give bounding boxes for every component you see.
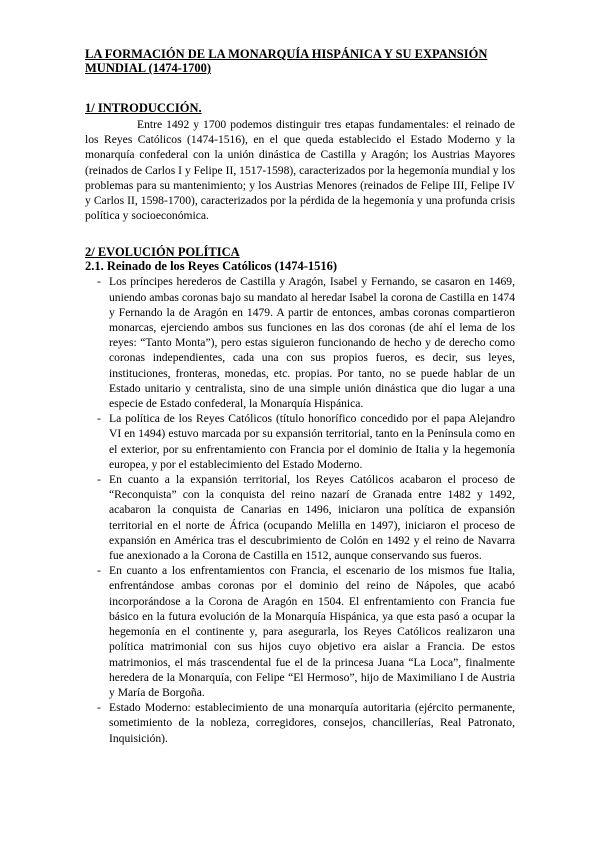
list-item-text: Estado Moderno: establecimiento de una monarquía autoritaria (ejército permanente, sometimiento de la nobleza, corregidores, consejos, chancillerías, Real Patronato, Inquisición). xyxy=(109,701,515,745)
list-item-text: En cuanto a los enfrentamientos con Francia, el escenario de los mismos fue Italia, enfrentándose ambas coronas por el dominio del reino de Nápoles, que acabó incorporándose a la Corona de Aragón en 1504. El enfrentamiento con Francia fue básico en la futura evolución de la Monarquía Hispánica, ya que esta pasó a ocupar la hegemonía en el continente y, para asegurarla, los Reyes Católicos realizaron una política matrimonial con sus hijos cuyo objetivo era aislar a Francia. De estos matrimonios, el más trascendental fue el de la princesa Juana “La Loca”, finalmente heredera de la Monarquía, con Felipe “El Hermoso”, hijo de Maximiliano I de Austria y María de Borgoña. xyxy=(109,564,515,699)
subsection-heading-reyes-catolicos: 2.1. Reinado de los Reyes Católicos (1474-1516) xyxy=(85,259,338,274)
document-title: LA FORMACIÓN DE LA MONARQUÍA HISPÁNICA Y SU EXPANSIÓN MUNDIAL (1474-1700) xyxy=(85,47,488,75)
list-item xyxy=(97,563,515,700)
list-item xyxy=(97,274,515,411)
list-item-text: Los príncipes herederos de Castilla y Aragón, Isabel y Fernando, se casaron en 1469, uniendo ambas coronas bajo su mandato al heredar Isabel la corona de Castilla en 1474 y Fernando la de Aragón en 1479. A partir de entonces, ambas coronas compartieron monarcas, ejerciendo ambos sus funciones en las dos coronas (de ahí el lema de los reyes: “Tanto Monta”), pero estas siguieron funcionando de hecho y de derecho como coronas independientes, cada una con sus propios fueros, es decir, sus leyes, instituciones, fronteras, monedas, etc. propias. Por tanto, no se puede hablar de un Estado unitario y centralista, sino de una simple unión dinástica que dio lugar a una especie de Estado confederal, la Monarquía Hispánica. xyxy=(109,275,515,411)
list-item xyxy=(97,411,515,472)
list-item-text: En cuanto a la expansión territorial, los Reyes Católicos acabaron el proceso de “Reconquista” con la conquista del reino nazarí de Granada entre 1482 y 1492, acabaron la conquista de Canarias en 1496, iniciaron una política de expansión territorial en el norte de África (ocupando Melilla en 1497), iniciaron el proceso de expansión en América tras el descubrimiento de Colón en 1492 y el reino de Navarra fue anexionado a la Corona de Castilla en 1512, aunque conservando sus fueros. xyxy=(109,473,515,563)
section-heading-evolucion-politica: 2/ EVOLUCIÓN POLÍTICA xyxy=(85,245,240,260)
bullet-dash: - xyxy=(97,564,101,578)
bullet-dash: - xyxy=(97,412,101,426)
list-item-text: La política de los Reyes Católicos (título honorífico concedido por el papa Alejandro VI en 1494) estuvo marcada por su expansión territorial, tanto en la Península como en el exterior, por su enfrentamiento con Francia por el dominio de Italia y la hegemonía europea, y por el establecimiento del Estado Moderno. xyxy=(109,412,515,471)
bullet-dash: - xyxy=(97,701,101,715)
bullet-dash: - xyxy=(97,275,101,289)
list-item xyxy=(97,472,515,563)
bullet-list xyxy=(85,274,515,745)
list-item xyxy=(97,700,515,746)
intro-paragraph: Entre 1492 y 1700 podemos distinguir tres etapas fundamentales: el reinado de los Reyes Católicos (1474-1516), en el que queda establecido el Estado Moderno y la monarquía confederal con la unión dinástica de Castilla y Aragón; los Austrias Mayores (reinados de Carlos I y Felipe II, 1517-1598), caracterizados por la hegemonía mundial y los problemas para su mantenimiento; y los Austrias Menores (reinados de Felipe III, Felipe IV y Carlos II, 1598-1700), caracterizados por la pérdida de la hegemonía y una profunda crisis política y socioeconómica. xyxy=(85,118,515,223)
bullet-dash: - xyxy=(97,473,101,487)
section-heading-introduccion: 1/ INTRODUCCIÓN. xyxy=(85,101,202,115)
